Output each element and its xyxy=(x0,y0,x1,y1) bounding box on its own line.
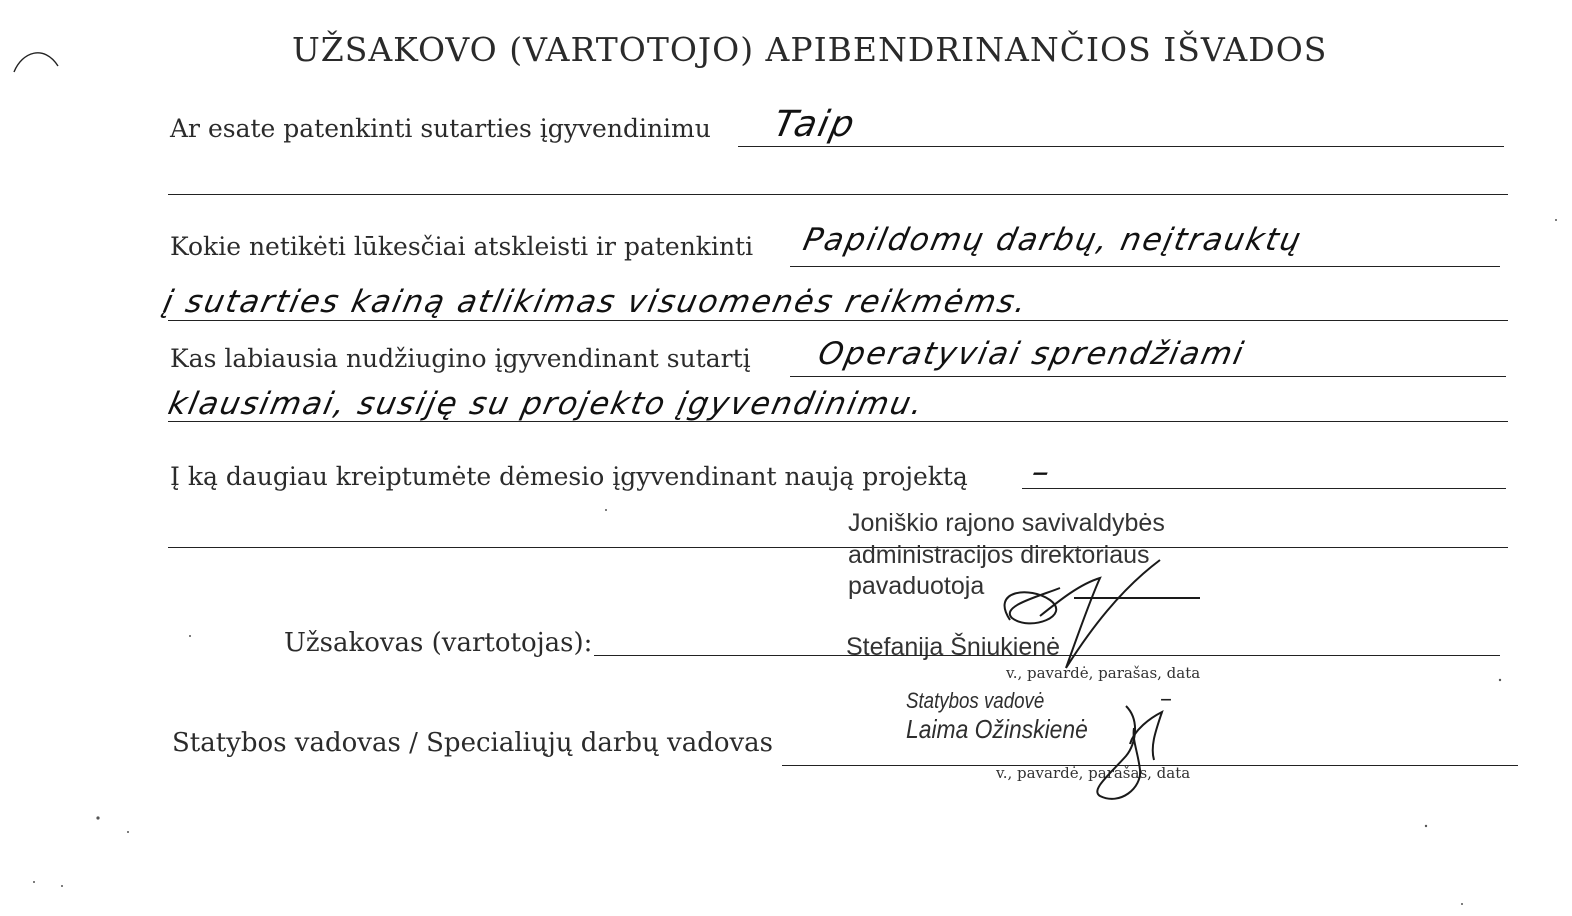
question-2-answer-line-2: į sutarties kainą atlikimas visuomenės reikmėms. xyxy=(160,284,1032,320)
customer-caption: v., pavardė, parašas, data xyxy=(1006,664,1201,682)
scan-specks xyxy=(33,219,1557,905)
question-3-answer-line-1: Operatyviai sprendžiami xyxy=(815,336,1249,372)
manager-caption: v., pavardė, parašas, data xyxy=(996,764,1191,782)
question-1-answer: Taip xyxy=(770,104,860,145)
manager-stamp-line-2: Laima Ožinskienė xyxy=(906,714,1088,744)
manager-stamp-line-1: Statybos vadovė xyxy=(906,688,1045,713)
page-title: UŽSAKOVO (VARTOTOJO) APIBENDRINANČIOS IŠVADOS xyxy=(292,30,1328,69)
manager-dash: – xyxy=(1160,684,1172,712)
customer-label: Užsakovas (vartotojas): xyxy=(284,628,593,658)
manager-signature xyxy=(1097,706,1162,799)
question-2-answer-line-1: Papildomų darbų, neįtrauktų xyxy=(800,222,1306,258)
customer-org-line-3: pavaduotoja xyxy=(848,572,985,600)
scan-mark xyxy=(14,53,58,72)
question-3-label: Kas labiausia nudžiugino įgyvendinant sutartį xyxy=(170,344,751,373)
question-4-label: Į ką daugiau kreiptumėte dėmesio įgyvendinant naują projektą xyxy=(170,462,968,491)
question-1-label: Ar esate patenkinti sutarties įgyvendinimu xyxy=(170,114,711,143)
customer-org-line-2: administracijos direktoriaus xyxy=(848,541,1150,569)
customer-signature xyxy=(1005,560,1200,668)
manager-label: Statybos vadovas / Specialiųjų darbų vadovas xyxy=(172,728,774,758)
customer-name: Stefanija Šniukienė xyxy=(846,633,1061,661)
question-4-answer: – xyxy=(1028,452,1056,492)
question-2-label: Kokie netikėti lūkesčiai atskleisti ir patenkinti xyxy=(170,232,754,261)
customer-org-line-1: Joniškio rajono savivaldybės xyxy=(848,509,1165,537)
question-3-answer-line-2: klausimai, susiję su projekto įgyvendinimu. xyxy=(165,386,928,422)
